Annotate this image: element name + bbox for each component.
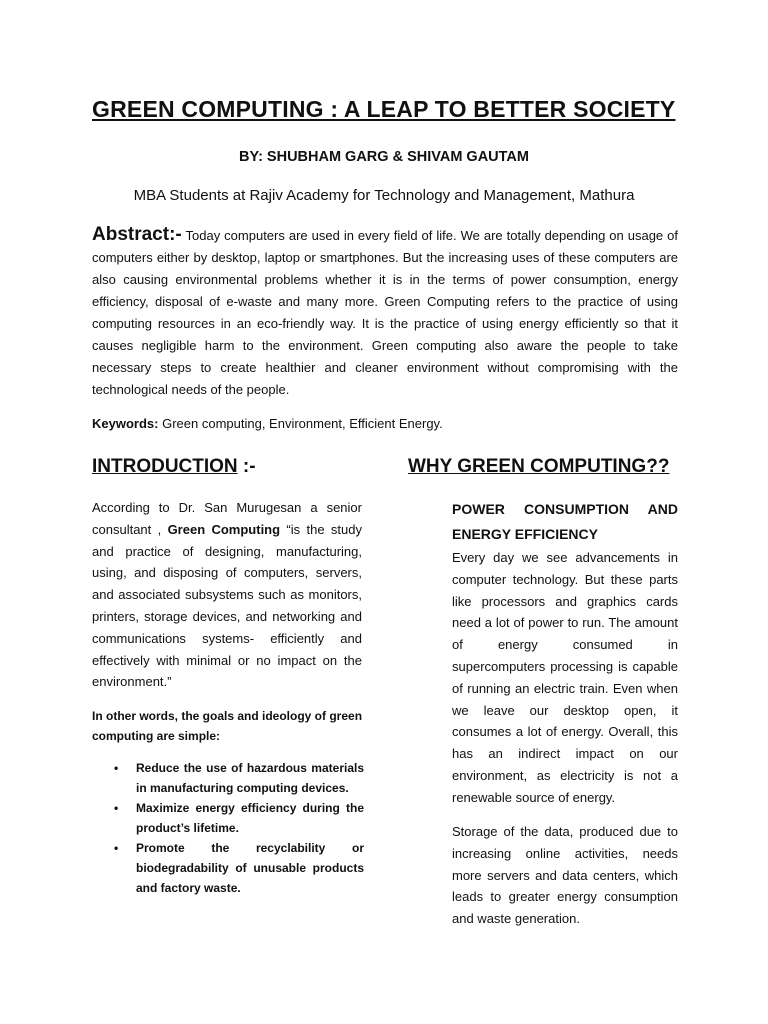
power-consumption-subheading — [452, 497, 678, 547]
bullet-icon: • — [114, 761, 119, 775]
list-item-text: Maximize energy efficiency during the product’s lifetime. — [136, 801, 364, 835]
keywords-line — [92, 416, 443, 431]
abstract-section — [92, 224, 678, 401]
list-item — [92, 838, 364, 898]
paper-authors: BY: SHUBHAM GARG & SHIVAM GAUTAM — [239, 149, 529, 165]
list-item — [92, 758, 364, 798]
introduction-heading-suffix: :- — [237, 456, 256, 477]
bullet-icon: • — [114, 801, 119, 815]
goals-list — [92, 758, 364, 898]
intro-para-bold-term: Green Computing — [167, 521, 281, 537]
keywords-label: Keywords: — [92, 416, 159, 431]
abstract-text: Today computers are used in every field of life. We are totally depending on usage of computers either by desktop, laptop or smartphones. But the increasing uses of these computers are also causing environmental problems whether it is in the terms of power consumption, energy efficiency, disposal of e-waste and many more. Green Computing refers to the practice of using computing resources in an eco-friendly way. It is the practice of using energy efficiently so that it causes negligible harm to the environment. Green computing also aware the people to take necessary steps to create healthier and cleaner environment without compromising with the technological needs of the people. — [92, 228, 678, 397]
introduction-heading-text: INTRODUCTION — [92, 456, 238, 477]
power-consumption-paragraph: Every day we see advancements in computer technology. But these parts like processors and graphics cards need a lot of power to run. The amount of energy consumed in supercomputers processing is capable of running an electric train. Even when we leave our desktop open, it consumes a lot of energy. Overall, this has an indirect impact on our environment, as electricity is not a renewable source of energy. — [452, 550, 678, 805]
intro-para-definition: “is the study and practice of designing, manufacturing, using, and disposing of computers, servers, and associated subsystems such as monitors, printers, storage devices, and networking and communications systems- efficiently and effectively with minimal or no impact on the environment.” — [92, 521, 362, 690]
paper-title: GREEN COMPUTING : A LEAP TO BETTER SOCIETY — [92, 96, 676, 122]
subheading-line-1: POWER CONSUMPTION AND — [452, 501, 678, 517]
intro-para-prefix: According to Dr. San Murugesan a senior consultant , — [92, 500, 362, 537]
subheading-line-2: ENERGY EFFICIENCY — [452, 526, 598, 542]
storage-paragraph: Storage of the data, produced due to increasing online activities, needs more servers and data centers, which leads to greater energy consumption and waste generation. — [452, 824, 678, 927]
introduction-paragraph — [92, 497, 362, 693]
goals-intro: In other words, the goals and ideology of green computing are simple: — [92, 709, 363, 743]
list-item-text: Reduce the use of hazardous materials in manufacturing computing devices. — [136, 761, 364, 795]
author-affiliation: MBA Students at Rajiv Academy for Technology and Management, Mathura — [133, 187, 635, 204]
abstract-label: Abstract:- — [92, 224, 182, 245]
bullet-icon: • — [114, 841, 119, 855]
list-item-text: Promote the recyclability or biodegradability of unusable products and factory waste. — [136, 841, 364, 895]
why-green-computing-heading: WHY GREEN COMPUTING?? — [408, 456, 670, 477]
list-item — [92, 798, 364, 838]
introduction-heading — [92, 456, 256, 478]
keywords-text: Green computing, Environment, Efficient Energy. — [162, 416, 443, 431]
